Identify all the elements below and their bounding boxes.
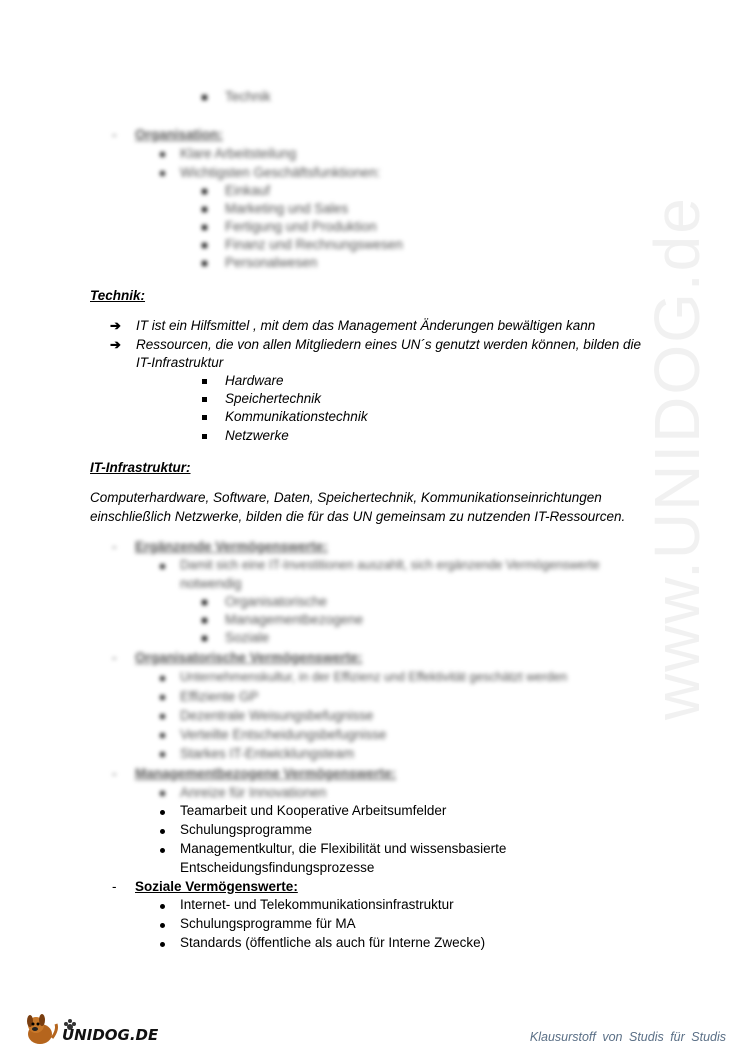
list-item: Soziale	[225, 630, 270, 645]
list-item: Schulungsprogramme	[180, 822, 313, 837]
section-heading: Soziale Vermögenswerte:	[135, 879, 298, 894]
paragraph-line: einschließlich Netzwerke, bilden die für das UN gemeinsam zu nutzenden IT-Ressourcen.	[90, 509, 626, 524]
list-item-continued: Entscheidungsfindungsprozesse	[180, 860, 375, 875]
bullet-square	[202, 415, 207, 420]
bullet-square	[202, 434, 207, 439]
list-item: Schulungsprogramme für MA	[180, 916, 356, 931]
bullet-square	[202, 600, 207, 605]
bullet-square	[202, 379, 207, 384]
list-item: Managementbezogene	[225, 612, 364, 627]
list-item: Einkauf	[225, 183, 271, 198]
logo-text: UNIDOG.DE	[62, 1026, 159, 1044]
list-item: Starkes IT-Entwicklungsteam	[180, 746, 355, 761]
list-item: Wichtigsten Geschäftsfunktionen:	[180, 165, 381, 180]
list-item: Damit sich eine IT-Investitionen auszahlt, sich ergänzende Vermögenswerte	[180, 558, 600, 572]
list-item: Fertigung und Produktion	[225, 219, 377, 234]
bullet-square	[202, 95, 207, 100]
arrow-item: IT ist ein Hilfsmittel , mit dem das Management Änderungen bewältigen kann	[136, 318, 596, 333]
bullet-dot	[160, 923, 165, 928]
watermark: www.UNIDOG.de	[641, 196, 713, 720]
unidog-logo[interactable]	[22, 1012, 159, 1048]
list-item: Netzwerke	[225, 428, 289, 443]
arrow-item-continued: IT-Infrastruktur	[136, 355, 224, 370]
bullet-dot	[160, 810, 165, 815]
list-item: Verteilte Entscheidungsbefugnisse	[180, 727, 387, 742]
bullet-square	[202, 261, 207, 266]
paragraph-line: Computerhardware, Software, Daten, Speichertechnik, Kommunikationseinrichtungen	[90, 490, 602, 505]
section-heading: Ergänzende Vermögenswerte:	[135, 539, 328, 554]
list-item: Managementkultur, die Flexibilität und wissensbasierte	[180, 841, 507, 856]
bullet-dot	[160, 152, 165, 157]
list-item: Teamarbeit und Kooperative Arbeitsumfelder	[180, 803, 447, 818]
arrow-icon: ➔	[110, 318, 121, 333]
bullet-dot	[160, 942, 165, 947]
bullet-dot	[160, 733, 165, 738]
bullet-square	[202, 189, 207, 194]
dash: -	[112, 127, 117, 142]
bullet-dot	[160, 676, 165, 681]
list-item: Personalwesen	[225, 255, 318, 270]
footer-tagline: Klausurstoff von Studis für Studis	[529, 1030, 726, 1044]
bullet-square	[202, 207, 207, 212]
bullet-dot	[160, 904, 165, 909]
list-item: Marketing und Sales	[225, 201, 349, 216]
arrow-item: Ressourcen, die von allen Mitgliedern eines UN´s genutzt werden können, bilden die	[136, 337, 642, 352]
list-item: Organisatorische	[225, 594, 328, 609]
list-item: Kommunikationstechnik	[225, 409, 368, 424]
list-item: Internet- und Telekommunikationsinfrastruktur	[180, 897, 454, 912]
dash: -	[112, 766, 117, 781]
section-heading: Managementbezogene Vermögenswerte:	[135, 766, 397, 781]
list-item: Klare Arbeitsteilung	[180, 146, 297, 161]
list-item: Dezentrale Weisungsbefugnisse	[180, 708, 374, 723]
list-item: Standards (öffentliche als auch für Interne Zwecke)	[180, 935, 486, 950]
bullet-dot	[160, 752, 165, 757]
bullet-dot	[160, 848, 165, 853]
bullet-dot	[160, 714, 165, 719]
list-item: Anreize für Innovationen	[180, 785, 327, 800]
dash: -	[112, 539, 117, 554]
bullet-square	[202, 636, 207, 641]
dash: -	[112, 879, 117, 894]
section-heading: Technik:	[90, 288, 146, 303]
arrow-icon: ➔	[110, 337, 121, 352]
bullet-square	[202, 397, 207, 402]
list-item: Hardware	[225, 373, 284, 388]
bullet-square	[202, 243, 207, 248]
list-item: Speichertechnik	[225, 391, 322, 406]
list-item: Unternehmenskultur, in der Effizienz und Effektivität geschätzt werden	[180, 670, 568, 684]
bullet-dot	[160, 791, 165, 796]
bullet-dot	[160, 564, 165, 569]
list-item: Finanz und Rechnungswesen	[225, 237, 403, 252]
bullet-dot	[160, 171, 165, 176]
list-item: Technik	[225, 89, 271, 104]
dash: -	[112, 650, 117, 665]
section-heading: IT-Infrastruktur:	[90, 460, 191, 475]
section-heading: Organisatorische Vermögenswerte:	[135, 650, 363, 665]
bullet-square	[202, 618, 207, 623]
list-item: Effiziente GP	[180, 689, 259, 704]
bullet-dot	[160, 695, 165, 700]
section-heading: Organisation:	[135, 127, 223, 142]
bullet-square	[202, 225, 207, 230]
list-item-continued: notwendig	[180, 576, 242, 591]
bullet-dot	[160, 829, 165, 834]
